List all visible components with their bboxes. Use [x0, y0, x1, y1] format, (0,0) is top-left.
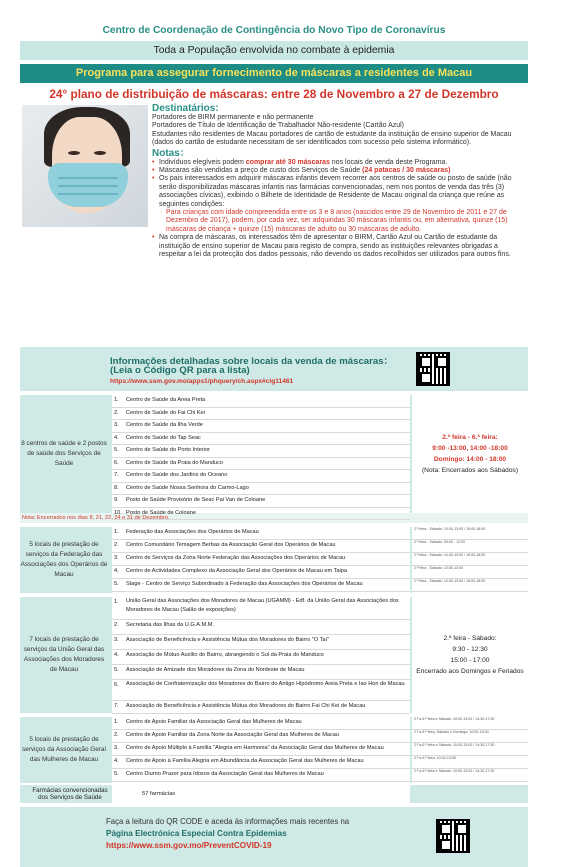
- list-item: 5. Centro Diurno Prazer para Idosos da Associação Geral das Mulheres de Macau: [112, 769, 410, 782]
- list-item: 9. Posto de Saúde Provisório de Seac Pai Van de Coloane: [112, 495, 410, 508]
- health-list: [112, 395, 410, 516]
- recipient-line: Estudantes não residentes de Macau portadores de cartão de estudante da instituição de ensino superior de Macau (dados do cartão de estudante necessitam de ser identificados com sucesso pelo sistema informático).: [152, 130, 512, 147]
- recipient-line: Portadores de BIRM permanente e não permanente: [152, 114, 314, 121]
- women-block: [20, 717, 528, 783]
- list-item: 3. Centro de Apoio Múltiplo à Família "Alegria em Harmonia" da Associação Geral das Mulheres de Macau: [112, 743, 410, 756]
- health-closure-note: Nota: Encerrados nos dias 8, 21, 22, 24 e 31 de Dezembro.: [20, 513, 528, 523]
- list-item: 1. União Geral das Associações dos Moradores de Macau (UGAMM) - Edf. da União Geral das Associações dos Moradores de Macau (Salão de exposições): [112, 597, 410, 620]
- program-banner: Programa para assegurar fornecimento de máscaras a residentes de Macau: [20, 64, 528, 83]
- info-banner: [20, 347, 528, 391]
- footer-line-2: Página Electrónica Especial Contra Epidemias: [106, 829, 287, 838]
- list-item: 7. Associação de Beneficência e Assistência Mútua dos Moradores do Bairro Fai Chi Kei de Macau: [112, 701, 410, 714]
- note-item: • Os pais interessados em adquirir máscaras infantis devem recorrer aos centros de saúde ou posto de saúde (não serão disponibilizadas máscaras infantis nas farmácias convencionadas, nem nos pontos de venda das três (3) associações cívicas), exibindo o Bilhete de Identidade de Residente de Macau original da criança que reúne as seguintes condições:: [152, 175, 526, 209]
- pharmacy-row: [20, 785, 528, 803]
- fao-list: [112, 527, 410, 593]
- fao-label: 5 locais de prestação de serviços da Federação das Associações dos Operários de Macau: [20, 541, 108, 578]
- health-centres-block: [20, 395, 528, 516]
- intro-section: [20, 103, 528, 343]
- list-item: 1. Centro de Saúde da Areia Preta: [112, 395, 410, 408]
- health-label: 8 centros de saúde e 2 postos de saúde dos Serviços de Saúde: [21, 440, 107, 467]
- note-item: • Na compra de máscaras, os interessados têm de apresentar o BIRM, Cartão Azul ou Cartão de estudante da instituição de ensino superior de Macau para registo de compra, sendo as instituições relevantes obrigadas a respeitar a lei da protecção dos dados pessoais, não devendo os dados recolhidos ser utilizados para outros fins.: [152, 234, 526, 259]
- list-item: 3. Centro de Saúde da Ilha Verde: [112, 420, 410, 433]
- note-item: • Indivíduos elegíveis podem comprar até 30 máscaras nos locais de venda deste Programa.: [152, 159, 526, 167]
- recipients-heading: Destinatários:: [152, 103, 219, 114]
- health-hours: 2.ª feira - 6.ª feira: 9:00 -13:00, 14:00 -18:00 Domingo: 14:00 - 18:00 (Nota: Encerrados aos Sábados): [412, 395, 528, 513]
- info-url[interactable]: https://www.ssm.gov.mo/apps1/phquery/ch.aspx#clg11461: [110, 378, 294, 385]
- list-item: 2. Centro de Saúde do Fai Chi Kei: [112, 408, 410, 421]
- list-item: 4. Centro de Actividades Complexo da Associação Geral dos Operários de Macau em Taipa: [112, 566, 410, 579]
- list-item: 5. Centro de Saúde do Porto Interior: [112, 445, 410, 458]
- list-item: 7. Centro de Saúde dos Jardins do Oceano: [112, 470, 410, 483]
- list-item: 1. Centro de Apoio Familiar da Associação Geral das Mulheres de Macau: [112, 717, 410, 730]
- list-item: 2. Secretaria das Ilhas da U.G.A.M.M.: [112, 620, 410, 635]
- list-item: 10. Posto de Saúde de Coloane: [112, 508, 410, 521]
- list-item: 5. Associação de Amizade dos Moradores da Zona do Nordeste de Macau: [112, 665, 410, 680]
- footer-url[interactable]: https://www.ssm.gov.mo/PreventCOVID-19: [106, 841, 272, 850]
- pharmacy-count: 57 farmácias: [112, 785, 410, 803]
- header-title: Centro de Coordenação de Contingência do Novo Tipo de Coronavírus: [102, 25, 446, 36]
- pharmacy-label: Farmácias convencionadas dos Serviços de Saúde: [32, 787, 108, 801]
- qr-code-icon[interactable]: [436, 819, 470, 853]
- list-item: 2. Centro de Apoio Familiar da Zona Norte da Associação Geral das Mulheres de Macau: [112, 730, 410, 743]
- ugam-hours: 2.ª feira - Sábado: 9:30 - 12:30 15:00 - 17:00 Encerrado aos Domingos e Feriados: [412, 597, 528, 713]
- women-label: 5 locais de prestação de serviços da Associação Geral das Mulheres de Macau: [22, 736, 106, 763]
- notes-heading: Notas：: [152, 147, 190, 159]
- list-item: 4. Centro de Saúde do Tap Seac: [112, 433, 410, 446]
- women-hours: 2.ª a 6.ª feira e Sábado: 10:00-13:00 / 14:30-17:30 2.ª a 6.ª feira, Sábado e Domingo: 10:00-13:00 2.ª a 6.ª feira e Sábado: 10:00-13:00 / 14:30-17:30 2.ª a 6.ª feira: 10:00-13:00 2.ª a 6.ª feira e Sábado: 10:00-13:00 / 14:30-17:30: [412, 717, 528, 783]
- footer-banner: [20, 807, 528, 867]
- fao-block: [20, 527, 528, 593]
- info-line-2: (Leia o Código QR para a lista): [110, 365, 250, 376]
- footer-line-1: Faça a leitura do QR CODE e aceda às informações mais recentes na: [106, 817, 350, 826]
- list-item: 4. Centro de Apoio à Família Alegria em Abundância da Associação Geral das Mulheres de Macau: [112, 756, 410, 769]
- list-item: 1. Federação das Associações dos Operários de Macau: [112, 527, 410, 540]
- info-line-1: Informações detalhadas sobre locais da venda de máscaras：: [110, 356, 394, 367]
- recipient-line: Portadores de Título de Identificação de Trabalhador Não-residente (Cartão Azul): [152, 122, 405, 130]
- list-item: 5. Stage - Centro de Serviço Subordinado à Federação das Associações dos Operários de Macau: [112, 579, 410, 592]
- list-item: 3. Associação de Beneficência e Assistência Mútua dos Moradores do Bairro "O Tai": [112, 635, 410, 650]
- list-item: 8. Centro de Saúde Nossa Senhora do Carmo-Lago: [112, 483, 410, 496]
- women-list: [112, 717, 410, 783]
- note-item: • Máscaras são vendidas a preço de custo dos Serviços de Saúde (24 patacas / 30 máscaras): [152, 167, 526, 175]
- header-subtitle: Toda a População envolvida no combate à epidemia: [20, 40, 528, 60]
- list-item: 6. Associação de Confraternização dos Moradores do Bairro do Antigo Hipódromo Areia Preta e Iao Hon de Macau: [112, 680, 410, 701]
- ugam-list: [112, 597, 410, 713]
- list-item: 4. Associação de Mútuo Auxílio do Bairro, abrangendo o Sul da Praia do Manduco: [112, 650, 410, 665]
- ugam-block: [20, 597, 528, 713]
- plan-title: 24° plano de distribuição de máscaras: entre 28 de Novembro a 27 de Dezembro: [49, 87, 499, 101]
- list-item: 2. Centro Comunitário Temagem Berbas da Associação Geral dos Operários de Macau: [112, 540, 410, 553]
- intro-text: [152, 103, 526, 260]
- ugam-label: 7 locais de prestação de serviços da União Geral das Associações dos Moradores de Macau: [23, 636, 105, 673]
- masked-woman-image: [22, 105, 148, 227]
- list-item: 3. Centro de Serviços da Zona Norte Federação das Associações dos Operários de Macau: [112, 553, 410, 566]
- qr-code-icon[interactable]: [416, 352, 450, 386]
- fao-hours: 2.ª feira - Sábado: 10:00-13:00 / 15:00-18:00 2.ª feira - Sábado: 09:00 - 12:00 2.ª feira - Sábado: 10:00-13:00 / 15:00-18:00 2.ª feira - Sábado: 10:00-13:00 2.ª feira - Sábado: 10:00-13:00 / 15:00-18:00: [412, 527, 528, 593]
- list-item: 6. Centro de Saúde da Praia do Manduco: [112, 458, 410, 471]
- poster: [20, 22, 528, 850]
- note-subitem: · Para crianças com idade compreendida entre os 3 e 8 anos (nascidos entre 29 de Novembro de 2011 e 27 de Dezembro de 2017), podem, por cada vez, ser adquiridas 30 máscaras infantis ou, em alternativa, quinze (15) máscaras de criança + quinze (15) máscaras de adulto ou 30 máscaras de adulto.: [152, 209, 526, 234]
